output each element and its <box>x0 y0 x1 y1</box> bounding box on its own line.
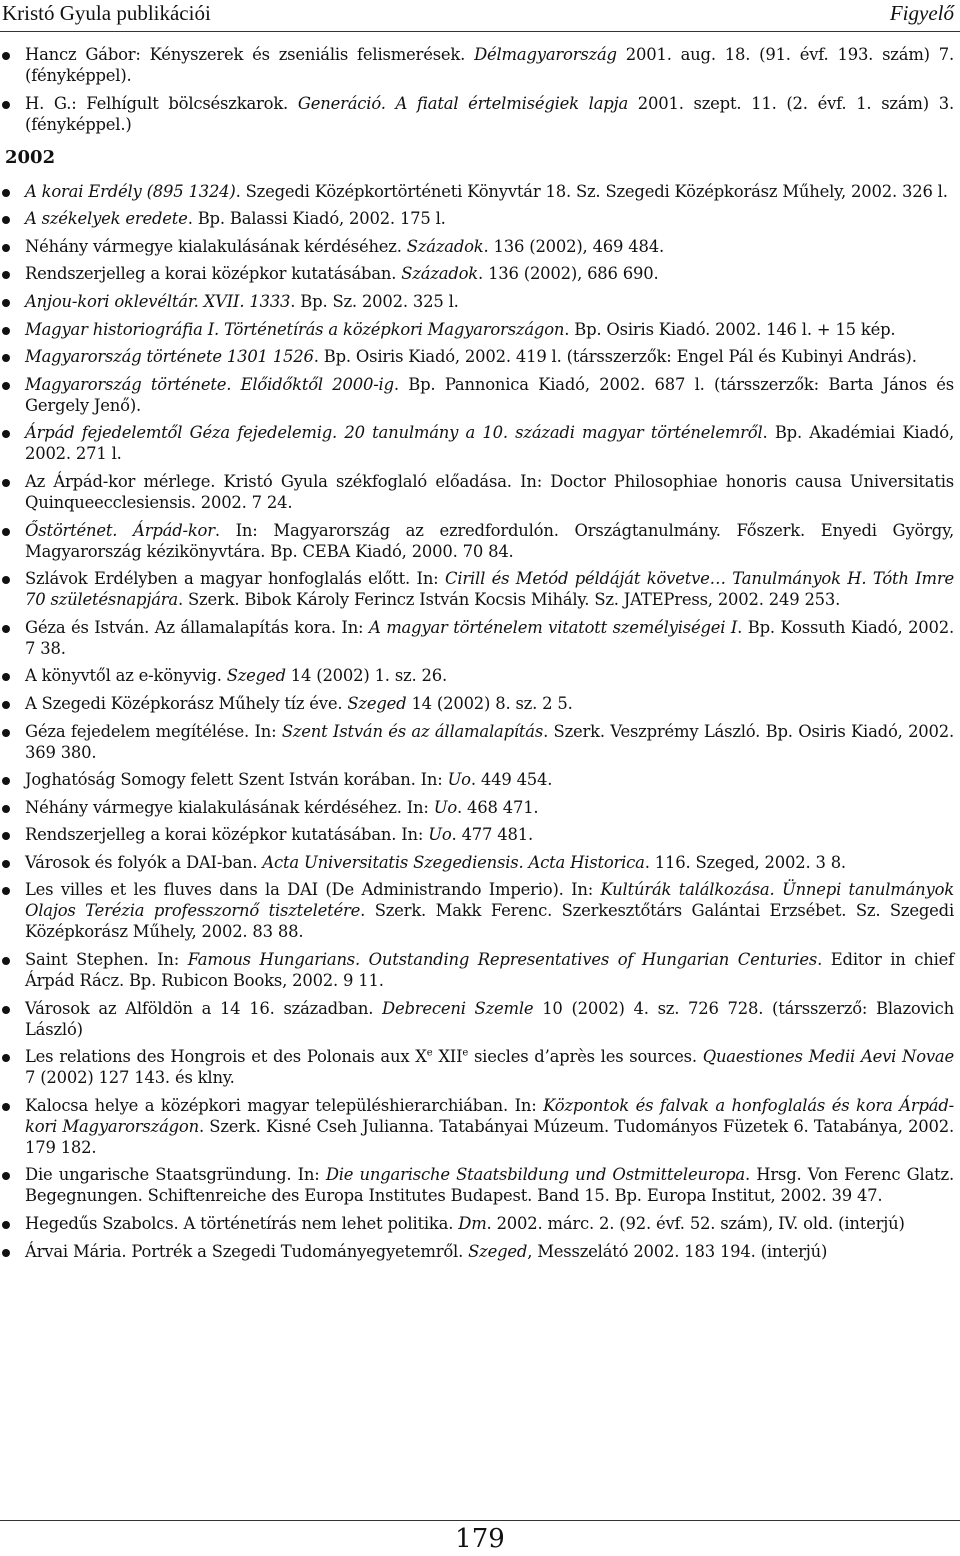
bullet-icon <box>2 673 10 681</box>
bullet-icon <box>2 479 10 487</box>
entry-text: Géza és István. Az államalapítás kora. In: <box>25 617 369 637</box>
entry-title: Szeged <box>226 666 286 686</box>
entry-text: 10 (2002) 4. sz. 726 728. (társszerző: Blazovich László) <box>25 998 955 1039</box>
bullet-icon <box>2 244 10 252</box>
bullet-icon <box>2 1221 10 1229</box>
entry-text: . Szerk. Kisné Cseh Julianna. Tatabányai Múzeum. Tudományos Füzetek 6. Tatabánya, 2002. 179 182. <box>25 1116 955 1157</box>
year-heading: 2002 <box>5 146 56 168</box>
entry-text: Die ungarische Staatsgründung. In: <box>25 1165 326 1185</box>
header-section: Figyelő <box>889 1 954 25</box>
page-number: 179 <box>455 1524 505 1554</box>
entry-text: Árvai Mária. Portrék a Szegedi Tudományegyetemről. <box>25 1241 469 1261</box>
entry-text: . Szerk. Bibok Károly Ferincz István Kocsis Mihály. Sz. JATEPress, 2002. 249 253. <box>178 590 841 610</box>
entry-title: Magyarország története. Előidőktől 2000-ig <box>25 374 394 394</box>
entry-text: . Szegedi Középkortörténeti Könyvtár 18. Sz. Szegedi Középkorász Műhely, 2002. 326 l. <box>235 181 948 201</box>
entry-text: 14 (2002) 1. sz. 26. <box>285 666 447 686</box>
entry-text: Néhány vármegye kialakulásának kérdéséhez. <box>25 236 407 256</box>
entry-title: Őstörténet. Árpád-kor <box>25 520 215 540</box>
bibliography-entry <box>0 422 960 464</box>
entry-text: A könyvtől az e-könyvig. <box>25 666 227 686</box>
entry-text: . Bp. Akadémiai Kiadó, 2002. 271 l. <box>25 423 954 464</box>
entry-title: Uo <box>428 825 452 845</box>
entry-title: Délmagyarország <box>474 45 617 64</box>
bibliography-entry <box>0 93 960 135</box>
bibliography-entry <box>0 319 960 340</box>
entry-text: XII <box>432 1047 463 1067</box>
entry-superscript: e <box>462 1047 469 1059</box>
entry-text: Saint Stephen. In: <box>25 950 188 970</box>
entry-text: 2001. szept. 11. (2. évf. 1. szám) 3. (fényképpel.) <box>25 93 954 134</box>
entry-text: . In: Magyarország az ezredfordulón. Országtanulmány. Főszerk. Enyedi György, Magyarország kézikönyvtára. Bp. CEBA Kiadó, 2000. 70 84. <box>25 520 954 561</box>
entries-before <box>0 44 960 135</box>
bullet-icon <box>2 887 10 895</box>
entry-text: Kalocsa helye a középkori magyar településhierarchiában. In: <box>25 1095 544 1115</box>
entry-title: Századok <box>406 236 484 256</box>
bullet-icon <box>2 354 10 362</box>
bullet-icon <box>2 271 10 279</box>
entry-title: Magyarország története 1301 1526 <box>25 347 314 367</box>
bullet-icon <box>2 832 10 840</box>
entry-text: 2001. aug. 18. (91. évf. 193. szám) 7. (fényképpel). <box>25 45 955 85</box>
bullet-icon <box>2 625 10 633</box>
entry-title: A magyar történelem vitatott személyiségei I <box>368 617 738 637</box>
bibliography-entry <box>0 44 960 86</box>
entry-text: . 116. Szeged, 2002. 3 8. <box>644 852 846 872</box>
bibliography-entry <box>0 374 960 416</box>
entry-text: . 449 454. <box>470 770 553 790</box>
entry-title: Generáció. A fiatal értelmiségiek lapja <box>297 93 629 113</box>
entry-text: A Szegedi Középkorász Műhely tíz éve. <box>25 693 348 713</box>
entries-2002 <box>0 181 960 1262</box>
entry-text: , Messzelátó 2002. 183 194. (interjú) <box>527 1241 828 1261</box>
bullet-icon <box>2 430 10 438</box>
entry-title: Famous Hungarians. Outstanding Representatives of Hungarian Centuries <box>187 950 818 970</box>
bullet-icon <box>2 1172 10 1180</box>
entry-title: Kultúrák találkozása. Ünnepi tanulmányok Olajos Terézia professzornő tiszteletére <box>25 880 954 921</box>
entry-text: H. G.: Felhígult bölcsészkarok. <box>25 93 298 113</box>
entry-text: Szlávok Erdélyben a magyar honfoglalás előtt. In: <box>25 569 445 589</box>
entry-text: siecles d’après les sources. <box>468 1047 703 1067</box>
entry-text: . Hrsg. Von Ferenc Glatz. Begegnungen. Schiftenreiche des Europa Institutes Budapest. Band 15. Bp. Europa Institut, 2002. 39 47. <box>25 1165 954 1206</box>
bullet-icon <box>2 299 10 307</box>
entry-text: . Editor in chief Árpád Rácz. Bp. Rubicon Books, 2002. 9 11. <box>25 950 954 991</box>
entry-text: . Szerk. Makk Ferenc. Szerkesztőtárs Galántai Erzsébet. Sz. Szegedi Középkorász Műhely, 2002. 83 88. <box>25 901 954 942</box>
entry-text: 14 (2002) 8. sz. 2 5. <box>406 693 573 713</box>
entry-title: A székelyek eredete <box>25 209 188 229</box>
entry-title: Acta Universitatis Szegediensis. Acta Historica <box>262 852 645 872</box>
bibliography-entry <box>0 693 960 714</box>
entry-text: Géza fejedelem megítélése. In: <box>25 721 282 741</box>
bibliography-entry <box>0 665 960 686</box>
entry-text: . 477 481. <box>451 825 533 845</box>
entry-text: . 136 (2002), 469 484. <box>483 236 664 256</box>
bullet-icon <box>2 1054 10 1062</box>
entry-title: Szeged <box>468 1241 528 1261</box>
entry-title: Magyar historiográfia I. Történetírás a középkori Magyarországon <box>25 319 565 339</box>
entry-text: Joghatóság Somogy felett Szent István korában. In: <box>25 770 448 790</box>
bullet-icon <box>2 1249 10 1257</box>
bibliography-entry <box>0 769 960 790</box>
entry-title: Uo <box>433 797 458 817</box>
header-rule <box>0 31 960 32</box>
bibliography-entry <box>0 1164 960 1206</box>
bullet-icon <box>2 1103 10 1111</box>
bibliography-entry <box>0 346 960 367</box>
header-title: Kristó Gyula publikációi <box>2 1 211 25</box>
entry-text: . Bp. Balassi Kiadó, 2002. 175 l. <box>187 209 446 229</box>
entry-text: . Szerk. Veszprémy László. Bp. Osiris Kiadó, 2002. 369 380. <box>25 721 954 762</box>
bibliography-entry <box>0 236 960 257</box>
bibliography-entry <box>0 1046 960 1088</box>
bullet-icon <box>2 528 10 536</box>
entry-title: A korai Erdély (895 1324) <box>25 181 236 201</box>
entry-text: . Bp. Pannonica Kiadó, 2002. 687 l. (társszerzők: Barta János és Gergely Jenő). <box>25 374 955 415</box>
entry-title: Szeged <box>347 693 407 713</box>
entry-superscript: e <box>426 1047 433 1059</box>
entry-title: Századok <box>401 264 479 284</box>
running-header <box>0 0 960 30</box>
bullet-icon <box>2 52 10 60</box>
bibliography-entry <box>0 291 960 312</box>
bibliography-entry <box>0 263 960 284</box>
bibliography-entry <box>0 852 960 873</box>
bullet-icon <box>2 382 10 390</box>
entry-text: Les villes et les fluves dans la DAI (De Administrando Imperio). In: <box>25 880 601 900</box>
entry-text: Néhány vármegye kialakulásának kérdéséhez. In: <box>25 797 434 817</box>
bibliography-entry <box>0 617 960 659</box>
entry-title: Uo <box>447 770 471 790</box>
entry-title: Dm <box>458 1214 487 1234</box>
entry-title: Die ungarische Staatsbildung und Ostmitteleuropa <box>325 1165 745 1185</box>
bibliography <box>0 44 960 1268</box>
bibliography-entry <box>0 797 960 818</box>
bibliography-entry <box>0 208 960 229</box>
footer-rule <box>0 1520 960 1521</box>
entry-text: Rendszerjelleg a korai középkor kutatásában. <box>25 264 402 284</box>
bullet-icon <box>2 189 10 197</box>
entry-title: Szent István és az államalapítás <box>281 721 544 741</box>
bullet-icon <box>2 216 10 224</box>
entry-title: Anjou-kori oklevéltár. XVII. 1333 <box>25 291 291 311</box>
bibliography-entry <box>0 998 960 1040</box>
bibliography-entry <box>0 568 960 610</box>
bullet-icon <box>2 805 10 813</box>
entry-text: Les relations des Hongrois et des Polonais aux X <box>25 1047 427 1067</box>
entry-title: Debreceni Szemle <box>382 998 534 1018</box>
entry-text: Hegedűs Szabolcs. A történetírás nem lehet politika. <box>25 1214 459 1234</box>
entry-text: Városok és folyók a DAI-ban. <box>25 852 263 872</box>
bullet-icon <box>2 729 10 737</box>
entry-text: . Bp. Osiris Kiadó. 2002. 146 l. + 15 kép. <box>564 319 896 339</box>
bullet-icon <box>2 576 10 584</box>
bibliography-entry <box>0 1095 960 1158</box>
entry-text: . 2002. márc. 2. (92. évf. 52. szám), IV. old. (interjú) <box>486 1214 905 1234</box>
entry-text: . Bp. Kossuth Kiadó, 2002. 7 38. <box>25 617 954 658</box>
bibliography-entry <box>0 721 960 763</box>
entry-title: Cirill és Metód példáját követve… Tanulmányok H. Tóth Imre 70 születésnapjára <box>25 569 954 610</box>
entry-text: Az Árpád-kor mérlege. Kristó Gyula székfoglaló előadása. In: Doctor Philosophiae honoris causa Universitatis Quinqueecclesiensis. 2002. 7 24. <box>25 471 954 512</box>
entry-text: . Bp. Osiris Kiadó, 2002. 419 l. (társszerzők: Engel Pál és Kubinyi András). <box>313 347 917 367</box>
entry-text: Hancz Gábor: Kényszerek és zseniális felismerések. <box>25 45 475 64</box>
entry-title: Quaestiones Medii Aevi Novae <box>702 1047 954 1067</box>
entry-text: Városok az Alföldön a 14 16. században. <box>25 998 383 1018</box>
bibliography-entry <box>0 181 960 202</box>
bullet-icon <box>2 327 10 335</box>
bullet-icon <box>2 957 10 965</box>
bibliography-entry <box>0 879 960 942</box>
entry-title: Árpád fejedelemtől Géza fejedelemig. 20 tanulmány a 10. századi magyar történelemről <box>25 423 763 443</box>
bullet-icon <box>2 1006 10 1014</box>
bibliography-entry <box>0 1213 960 1234</box>
entry-text: . 468 471. <box>457 797 539 817</box>
bullet-icon <box>2 701 10 709</box>
bullet-icon <box>2 101 10 109</box>
bibliography-entry <box>0 824 960 845</box>
entry-text: 7 (2002) 127 143. és klny. <box>25 1068 235 1088</box>
bibliography-entry <box>0 1241 960 1262</box>
entry-text: Rendszerjelleg a korai középkor kutatásában. In: <box>25 825 429 845</box>
bibliography-entry <box>0 471 960 513</box>
bullet-icon <box>2 860 10 868</box>
entry-text: . 136 (2002), 686 690. <box>478 264 659 284</box>
entry-text: . Bp. Sz. 2002. 325 l. <box>290 291 459 311</box>
entry-title: Központok és falvak a honfoglalás és kora Árpád-kori Magyarországon <box>25 1095 954 1136</box>
bibliography-entry <box>0 949 960 991</box>
bibliography-entry <box>0 520 960 562</box>
bullet-icon <box>2 777 10 785</box>
